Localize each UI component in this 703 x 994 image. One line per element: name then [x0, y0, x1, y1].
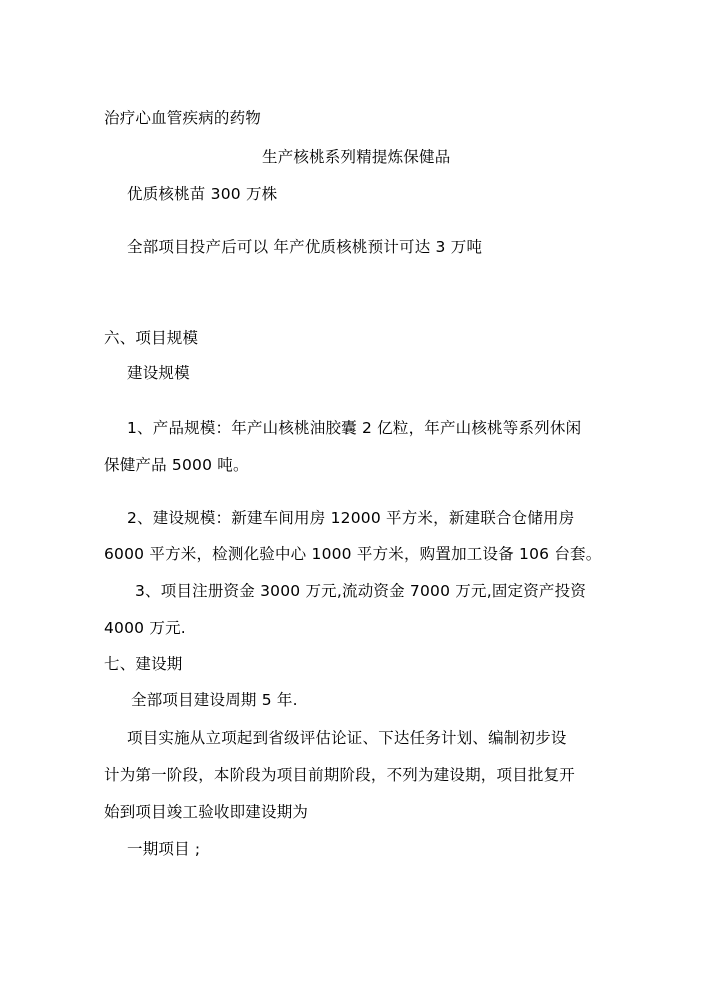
- text-line-walnut-health-products: 生产核桃系列精提炼保健品: [262, 148, 451, 166]
- text-line-implementation-cont-2: 始到项目竣工验收即建设期为: [104, 803, 309, 821]
- text-line-construction-scale-cont: 6000 平方米，检测化验中心 1000 平方米，购置加工设备 106 台套。: [104, 545, 602, 563]
- text-line-construction-scale: 2、建设规模：新建车间用房 12000 平方米，新建联合仓储用房: [127, 509, 575, 527]
- text-line-walnut-seedlings: 优质核桃苗 300 万株: [127, 185, 278, 203]
- text-line-registered-capital: 3、项目注册资金 3000 万元,流动资金 7000 万元,固定资产投资: [135, 582, 587, 600]
- text-line-registered-capital-cont: 4000 万元.: [104, 619, 186, 637]
- section-heading-project-scale: 六、项目规模: [104, 329, 199, 347]
- text-line-implementation-cont-1: 计为第一阶段，本阶段为项目前期阶段，不列为建设期，项目批复开: [104, 766, 576, 784]
- subheading-construction-scale: 建设规模: [127, 364, 190, 382]
- text-line-product-scale: 1、产品规模：年产山核桃油胶囊 2 亿粒，年产山核桃等系列休闲: [127, 419, 582, 437]
- text-line-phase-one: 一期项目 ;: [127, 840, 201, 858]
- text-line-product-scale-cont: 保健产品 5000 吨。: [104, 456, 249, 474]
- text-line-construction-duration: 全部项目建设周期 5 年.: [131, 691, 298, 709]
- text-line-implementation: 项目实施从立项起到省级评估论证、下达任务计划、编制初步设: [127, 729, 567, 747]
- section-heading-construction-period: 七、建设期: [104, 655, 183, 673]
- text-line-drug-title: 治疗心血管疾病的药物: [104, 109, 262, 127]
- text-line-annual-output: 全部项目投产后可以 年产优质核桃预计可达 3 万吨: [127, 238, 483, 256]
